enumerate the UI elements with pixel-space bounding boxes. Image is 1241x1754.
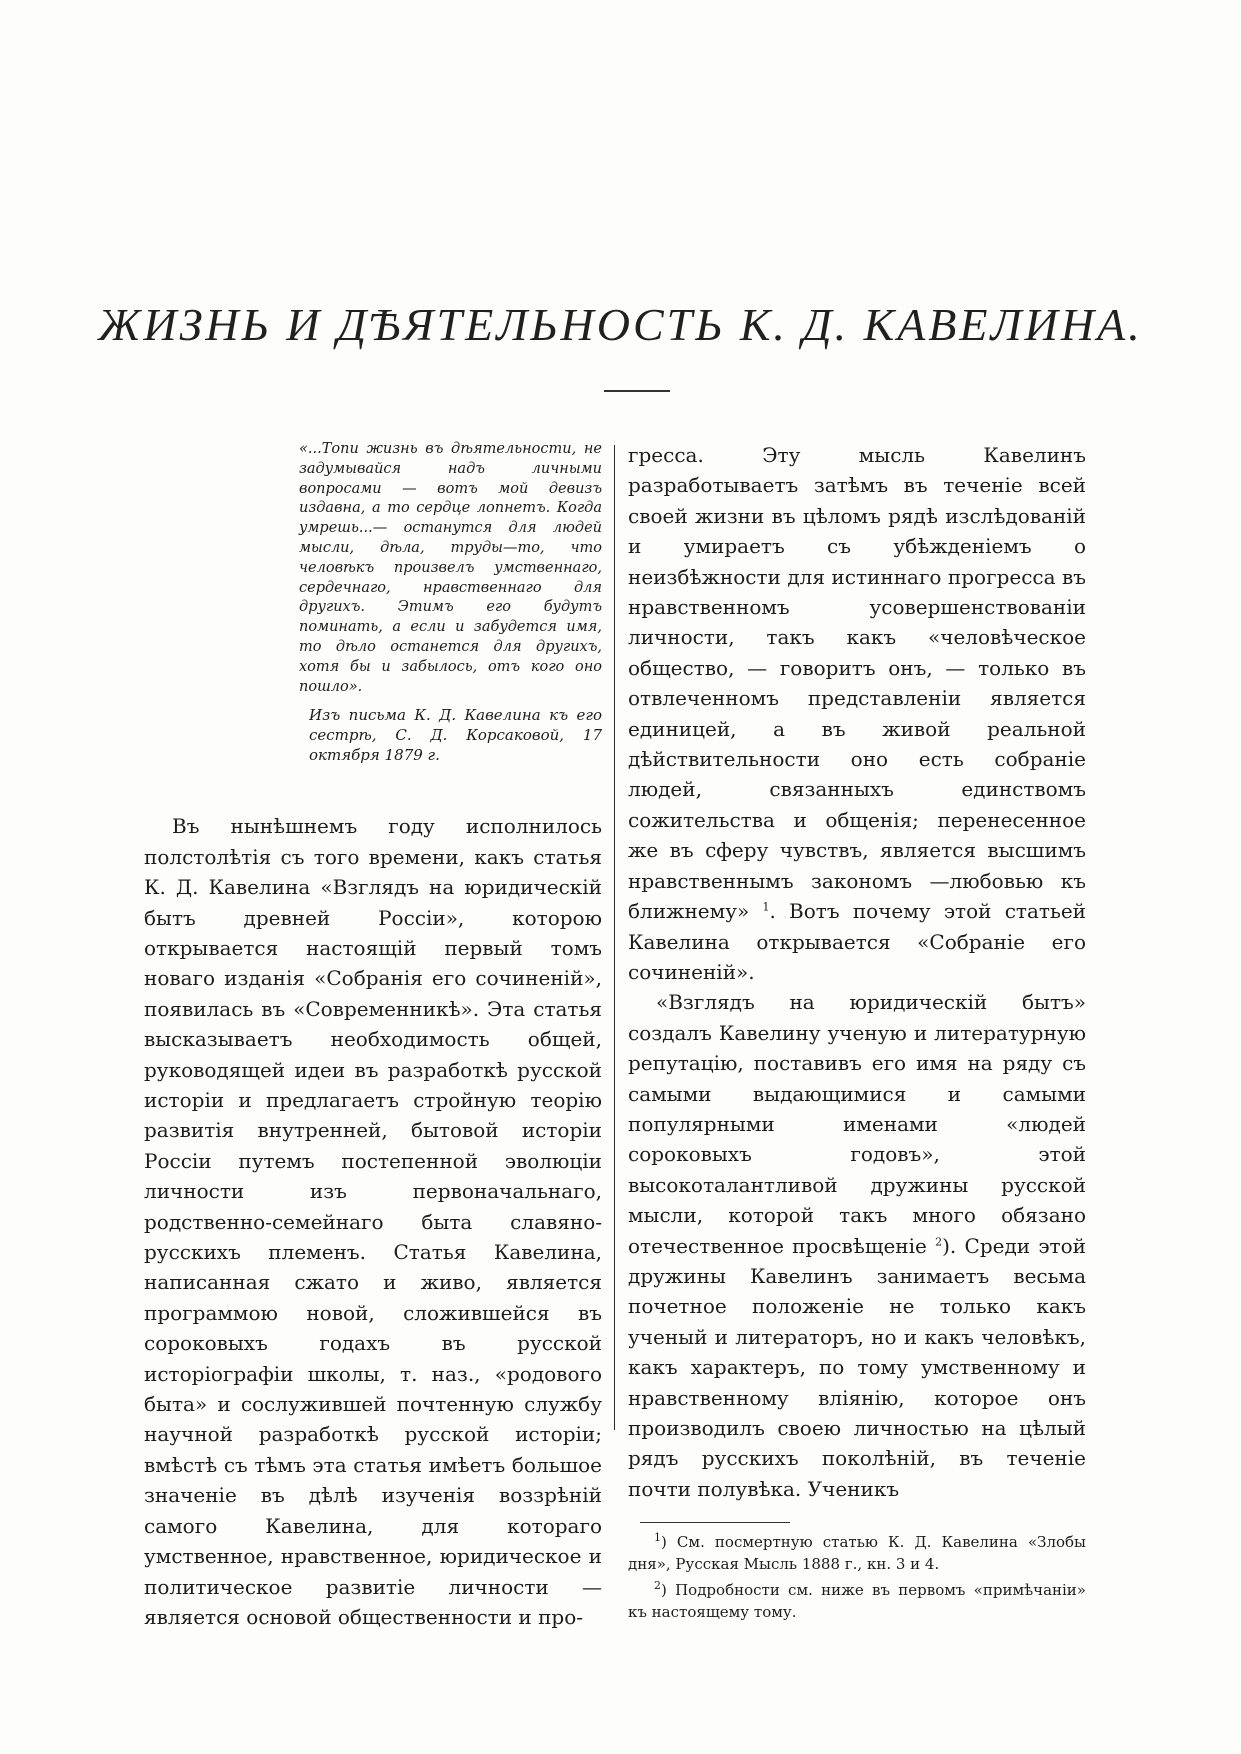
footnote (628, 1531, 1086, 1575)
footnote-ref: 2 (935, 1234, 943, 1248)
right-body (628, 440, 1086, 1504)
left-column (144, 440, 602, 1632)
epigraph-source: Изъ письма К. Д. Кавелина къ его сестрѣ, С. Д. Корсаковой, 17 октября 1879 г. (309, 706, 602, 765)
paragraph-text: гресса. Эту мысль Кавелинъ разработываетъ затѣмъ въ теченіе всей своей жизни въ цѣломъ рядѣ изслѣдованій и умираетъ съ убѣжденіемъ о неизбѣжности для истиннаго прогресса въ нравственномъ усовершенствованіи личности, такъ какъ «человѣческое общество, — говоритъ онъ, — только въ отвлеченномъ представленіи является единицей, а въ живой реальной дѣйствительности оно есть собраніе людей, связанныхъ единствомъ сожительства и общенія; перенесенное же въ сферу чувствъ, является высшимъ нравственнымъ закономъ —любовью къ ближнему» (628, 443, 1086, 924)
footnote-text: ) См. посмертную статью К. Д. Кавелина «Злобы дня», Русская Мысль 1888 г., кн. 3 и 4. (628, 1533, 1086, 1574)
paragraph: Въ нынѣшнемъ году исполнилось полстолѣтія съ того времени, какъ статья К. Д. Кавелина «Взглядъ на юридическій бытъ древней Россіи», которою открывается настоящій первый томъ новаго изданія «Собранія его сочиненій», появилась въ «Современникѣ». Эта статья высказываетъ необходимость общей, руководящей идеи въ разработкѣ русской исторіи и предлагаетъ стройную теорію развитія внутренней, бытовой исторіи Россіи путемъ постепенной эволюціи личности изъ первоначальнаго, родственно-семейнаго быта славяно-русскихъ племенъ. Статья Кавелина, написанная сжато и живо, является программою новой, сложившейся въ сороковыхъ годахъ въ русской исторіографіи школы, т. наз., «родового быта» и сослужившей почтенную службу научной разработкѣ русской исторіи; вмѣстѣ съ тѣмъ эта статья имѣетъ большое значеніе въ дѣлѣ изученія воззрѣній самого Кавелина, для котораго умственное, нравственное, юридическое и политическое развитіе личности — является основой общественности и про- (144, 814, 602, 1629)
paragraph (628, 440, 1086, 987)
footnotes (628, 1514, 1086, 1623)
footnote-mark: 1 (654, 1531, 661, 1545)
epigraph (299, 440, 602, 765)
paragraph-text: . Вотъ почему этой статьей Кавелина открывается «Собраніе его сочиненій». (628, 899, 1087, 984)
left-body (144, 811, 602, 1632)
title-rule (604, 390, 670, 392)
footnote-mark: 2 (654, 1579, 661, 1593)
epigraph-quote: «...Топи жизнь въ дѣятельности, не задумывайся надъ личными вопросами — вотъ мой девизъ издавна, а то сердце лопнетъ. Когда умрешь...— останутся для людей мысли, дѣла, труды—то, что человѣкъ произвелъ умственнаго, сердечнаго, нравственнаго для другихъ. Этимъ его будутъ поминать, а если и забудется имя, то дѣло останется для другихъ, хотя бы и забылось, отъ кого оно пошло». (299, 441, 602, 695)
paragraph (628, 987, 1086, 1504)
footnote-rule (640, 1522, 790, 1523)
right-column (628, 440, 1086, 1627)
paragraph-text: «Взглядъ на юридическій бытъ» создалъ Кавелину ученую и литературную репутацію, поставивъ его имя на ряду съ самыми выдающимися и самыми популярными именами «людей сороковыхъ годовъ», этой высокоталантливой дружины русской мысли, которой такъ много обязано отечественное просвѣщеніе (628, 990, 1086, 1258)
footnote (628, 1579, 1086, 1623)
article-title: ЖИЗНЬ И ДѢЯТЕЛЬНОСТЬ К. Д. КАВЕЛИНА. (98, 299, 1143, 350)
column-divider (614, 445, 615, 1430)
footnote-ref: 1 (762, 900, 770, 914)
paragraph-text: ). Среди этой дружины Кавелинъ занимаетъ весьма почетное положеніе не только какъ ученый и литераторъ, но и какъ человѣкъ, какъ характеръ, по тому умственному и нравственному вліянію, которое онъ производилъ своею личностью на цѣлый рядъ русскихъ поколѣній, въ теченіе почти полувѣка. Ученикъ (628, 1233, 1086, 1501)
footnote-text: ) Подробности см. ниже въ первомъ «примѣчаніи» къ настоящему тому. (628, 1581, 1086, 1622)
